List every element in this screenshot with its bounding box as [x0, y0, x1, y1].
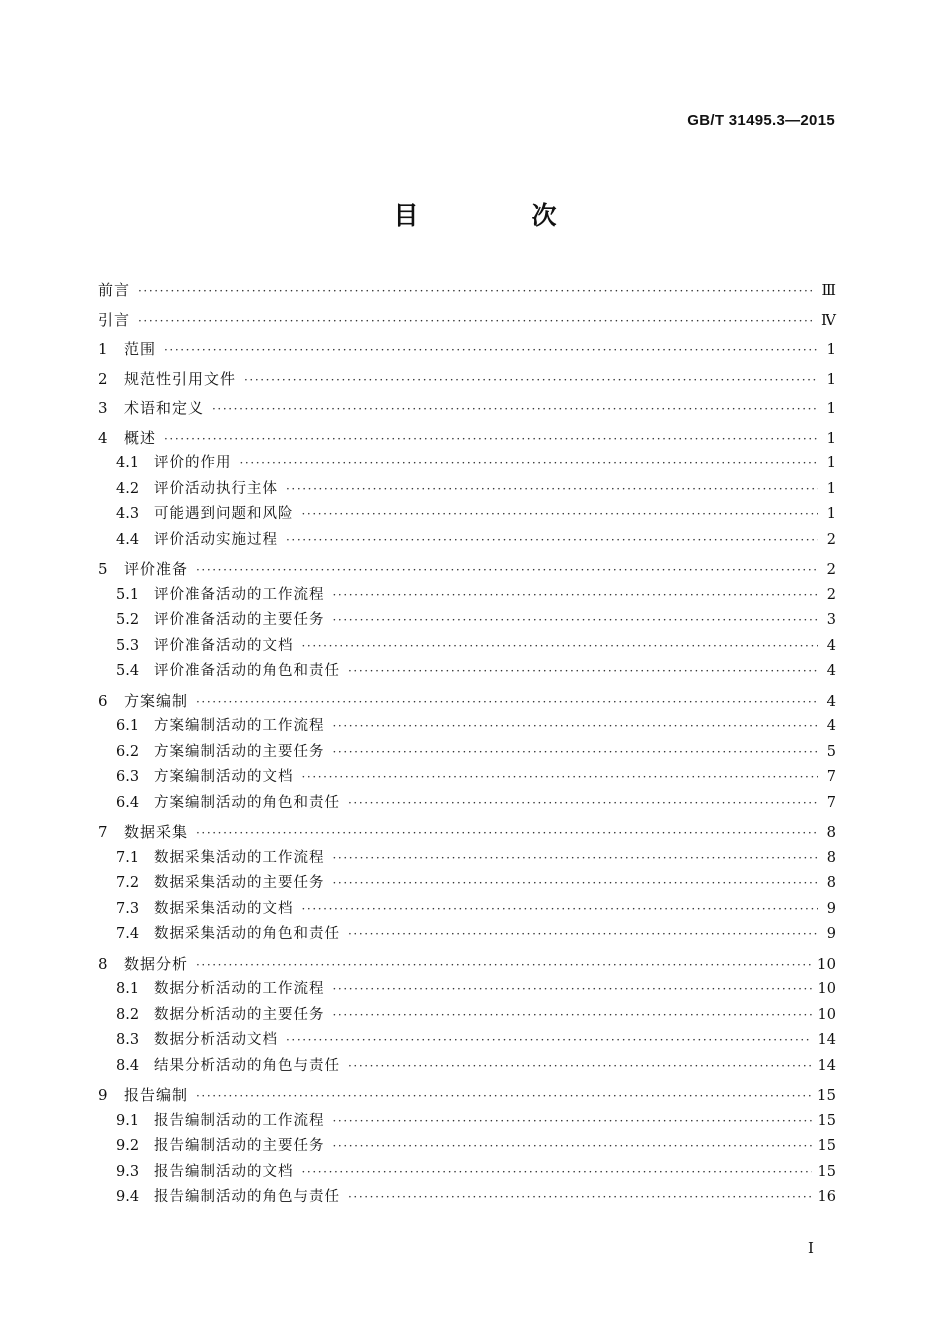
toc-entry-title: 方案编制活动的角色和责任 [154, 794, 340, 811]
toc-entry[interactable] [98, 555, 836, 585]
toc-entry-title: 数据分析活动的主要任务 [154, 1006, 325, 1023]
toc-entry-number: 6.2 [116, 743, 140, 760]
toc-entry-number: 4 [98, 428, 108, 447]
dot-leader [348, 1056, 812, 1076]
dot-leader [212, 399, 818, 419]
toc-entry[interactable] [98, 335, 836, 365]
toc-entry-page: 15 [817, 1138, 836, 1154]
toc-entry-title: 方案编制活动的主要任务 [154, 743, 325, 760]
toc-entry[interactable] [98, 636, 836, 662]
toc-entry-number: 8 [98, 954, 108, 973]
toc-entry-page: 1 [826, 455, 836, 471]
toc-entry-number: 8.1 [116, 981, 140, 997]
toc-entry-title: 数据采集活动的主要任务 [154, 875, 325, 891]
toc-entry[interactable] [98, 1081, 836, 1111]
toc-entry[interactable] [98, 530, 836, 556]
toc-entry-page: Ⅳ [821, 310, 836, 329]
toc-entry-number: 8.4 [116, 1057, 140, 1074]
dot-leader [138, 311, 815, 331]
toc-entry-title: 评价准备活动的主要任务 [154, 612, 325, 628]
toc-entry[interactable] [98, 1056, 836, 1082]
toc-entry-title: 范围 [124, 340, 157, 358]
toc-entry-number: 8.2 [116, 1006, 140, 1023]
toc-entry[interactable] [98, 661, 836, 687]
toc-entry-title: 数据分析 [124, 954, 189, 973]
toc-entry-number: 4.4 [116, 531, 140, 548]
toc-entry[interactable] [98, 716, 836, 742]
toc-entry[interactable] [98, 394, 836, 424]
toc-entry-page: 1 [826, 506, 836, 522]
dot-leader [196, 955, 811, 975]
toc-entry-page: 15 [817, 1163, 836, 1180]
toc-entry-number: 7.2 [116, 875, 140, 891]
dot-leader [333, 979, 812, 999]
toc-entry-page: 10 [816, 954, 836, 973]
toc-entry-number: 4.2 [116, 480, 140, 497]
toc-entry-number: 8.3 [116, 1032, 140, 1048]
toc-entry-page: 2 [826, 560, 836, 578]
toc-entry[interactable] [98, 504, 836, 530]
toc-entry-number: 6.4 [116, 794, 140, 811]
toc-entry-number: 1 [98, 340, 108, 358]
toc-entry-number: 9.4 [116, 1189, 140, 1205]
toc-entry-number: 6.1 [116, 718, 140, 734]
toc-entry[interactable] [98, 479, 836, 505]
toc-entry-title: 报告编制 [124, 1086, 189, 1104]
toc-entry-title: 数据分析活动文档 [154, 1032, 278, 1048]
toc-entry-page: 4 [826, 637, 836, 654]
toc-entry-title: 评价准备活动的角色和责任 [154, 663, 340, 679]
toc-entry[interactable] [98, 453, 836, 479]
toc-entry-page: Ⅲ [821, 281, 836, 299]
toc-entry[interactable] [98, 610, 836, 636]
toc-entry-title: 前言 [98, 281, 131, 299]
toc-entry-page: 9 [826, 926, 836, 942]
dot-leader [333, 716, 819, 736]
toc-entry-number: 6.3 [116, 769, 140, 785]
toc-entry-title: 结果分析活动的角色与责任 [154, 1057, 340, 1074]
dot-leader [348, 661, 818, 681]
dot-leader [348, 793, 818, 813]
toc-entry[interactable] [98, 818, 836, 848]
dot-leader [196, 560, 818, 580]
toc-entry-page: 8 [826, 849, 836, 866]
dot-leader [333, 585, 819, 605]
toc-entry-title: 评价准备 [124, 560, 189, 578]
toc-entry-title: 方案编制活动的工作流程 [154, 718, 325, 734]
toc-entry[interactable] [98, 687, 836, 717]
table-of-contents [98, 276, 836, 1213]
dot-leader [196, 823, 818, 843]
toc-entry[interactable] [98, 306, 836, 336]
toc-entry-number: 9.3 [116, 1163, 140, 1180]
toc-entry-title: 报告编制活动的文档 [154, 1163, 294, 1180]
toc-entry-number: 9 [98, 1086, 108, 1104]
toc-entry-title: 评价准备活动的工作流程 [154, 586, 325, 603]
toc-entry-page: 4 [826, 691, 836, 710]
toc-entry[interactable] [98, 424, 836, 454]
toc-entry-page: 7 [826, 794, 836, 811]
toc-entry-title: 数据采集活动的文档 [154, 900, 294, 917]
toc-entry[interactable] [98, 276, 836, 306]
toc-entry-page: 16 [817, 1189, 836, 1205]
toc-entry-page: 9 [826, 900, 836, 917]
toc-entry-number: 5.4 [116, 663, 140, 679]
standard-number: GB/T 31495.3—2015 [687, 112, 835, 129]
dot-leader [196, 692, 818, 712]
dot-leader [333, 873, 819, 893]
toc-entry-title: 数据采集活动的角色和责任 [154, 926, 340, 942]
dot-leader [333, 1136, 812, 1156]
toc-entry-title: 方案编制活动的文档 [154, 769, 294, 785]
dot-leader [348, 924, 818, 944]
dot-leader [302, 1162, 812, 1182]
dot-leader [302, 767, 819, 787]
toc-entry-page: 8 [826, 875, 836, 891]
toc-entry-number: 5.2 [116, 612, 140, 628]
toc-entry[interactable] [98, 1030, 836, 1056]
toc-entry[interactable] [98, 848, 836, 874]
toc-entry-number: 9.1 [116, 1112, 140, 1129]
toc-entry[interactable] [98, 767, 836, 793]
dot-leader [244, 370, 818, 390]
toc-entry-page: 7 [826, 769, 836, 785]
toc-entry-title: 评价准备活动的文档 [154, 637, 294, 654]
toc-entry-number: 7 [98, 823, 108, 841]
toc-entry-page: 1 [826, 399, 836, 417]
dot-leader [333, 1111, 812, 1131]
toc-entry[interactable] [98, 742, 836, 768]
toc-entry[interactable] [98, 365, 836, 395]
toc-entry-number: 3 [98, 399, 108, 417]
toc-entry-number: 2 [98, 369, 108, 388]
toc-entry-number: 7.4 [116, 926, 140, 942]
toc-entry-page: 1 [826, 340, 836, 358]
toc-entry-number: 7.1 [116, 849, 140, 866]
dot-leader [286, 530, 818, 550]
toc-entry-page: 3 [826, 612, 836, 628]
dot-leader [302, 899, 819, 919]
dot-leader [302, 636, 819, 656]
toc-entry-page: 8 [826, 823, 836, 841]
dot-leader [348, 1187, 812, 1207]
toc-entry-page: 1 [826, 428, 836, 447]
dot-leader [240, 453, 819, 473]
page-number: I [808, 1239, 814, 1257]
toc-entry-number: 4.1 [116, 455, 140, 471]
toc-entry-title: 报告编制活动的工作流程 [154, 1112, 325, 1129]
toc-entry[interactable] [98, 1187, 836, 1213]
toc-entry-page: 2 [826, 586, 836, 603]
toc-entry-number: 4.3 [116, 506, 140, 522]
dot-leader [333, 1005, 812, 1025]
toc-entry-page: 4 [826, 718, 836, 734]
toc-entry-title: 评价活动执行主体 [154, 480, 278, 497]
dot-leader [302, 504, 819, 524]
toc-entry-number: 5 [98, 560, 108, 578]
toc-entry[interactable] [98, 1005, 836, 1031]
dot-leader [286, 479, 818, 499]
toc-entry-page: 10 [817, 981, 836, 997]
dot-leader [138, 281, 816, 301]
toc-entry-page: 2 [826, 531, 836, 548]
toc-entry-title: 数据采集 [124, 823, 189, 841]
page-title: 目 次 [393, 201, 601, 230]
toc-entry-title: 可能遇到问题和风险 [154, 506, 294, 522]
dot-leader [164, 340, 818, 360]
toc-entry[interactable] [98, 924, 836, 950]
toc-entry-page: 15 [816, 1086, 836, 1104]
toc-entry-title: 方案编制 [124, 691, 189, 710]
toc-entry[interactable] [98, 979, 836, 1005]
toc-entry[interactable] [98, 1111, 836, 1137]
toc-entry-page: 1 [826, 369, 836, 388]
toc-entry[interactable] [98, 873, 836, 899]
toc-entry-page: 10 [817, 1006, 836, 1023]
toc-entry-title: 数据采集活动的工作流程 [154, 849, 325, 866]
toc-entry-number: 5.3 [116, 637, 140, 654]
dot-leader [333, 742, 819, 762]
toc-entry[interactable] [98, 1162, 836, 1188]
toc-entry[interactable] [98, 899, 836, 925]
toc-entry-title: 报告编制活动的主要任务 [154, 1138, 325, 1154]
toc-entry[interactable] [98, 1136, 836, 1162]
toc-entry-number: 5.1 [116, 586, 140, 603]
toc-entry-page: 15 [817, 1112, 836, 1129]
toc-entry-title: 概述 [124, 428, 157, 447]
dot-leader [333, 610, 819, 630]
toc-entry-number: 9.2 [116, 1138, 140, 1154]
toc-entry-title: 引言 [98, 310, 131, 329]
toc-entry-page: 5 [826, 743, 836, 760]
dot-leader [333, 848, 819, 868]
toc-entry-number: 6 [98, 691, 108, 710]
toc-entry-number: 7.3 [116, 900, 140, 917]
toc-entry[interactable] [98, 950, 836, 980]
toc-entry-page: 4 [826, 663, 836, 679]
toc-entry[interactable] [98, 793, 836, 819]
toc-entry-title: 评价的作用 [154, 455, 232, 471]
dot-leader [196, 1086, 811, 1106]
toc-entry-page: 1 [826, 480, 836, 497]
toc-entry[interactable] [98, 585, 836, 611]
toc-entry-title: 数据分析活动的工作流程 [154, 981, 325, 997]
toc-entry-title: 规范性引用文件 [124, 369, 237, 388]
dot-leader [164, 429, 818, 449]
toc-entry-title: 报告编制活动的角色与责任 [154, 1189, 340, 1205]
toc-entry-title: 术语和定义 [124, 399, 205, 417]
dot-leader [286, 1030, 812, 1050]
toc-entry-page: 14 [817, 1057, 836, 1074]
toc-entry-title: 评价活动实施过程 [154, 531, 278, 548]
toc-entry-page: 14 [817, 1032, 836, 1048]
